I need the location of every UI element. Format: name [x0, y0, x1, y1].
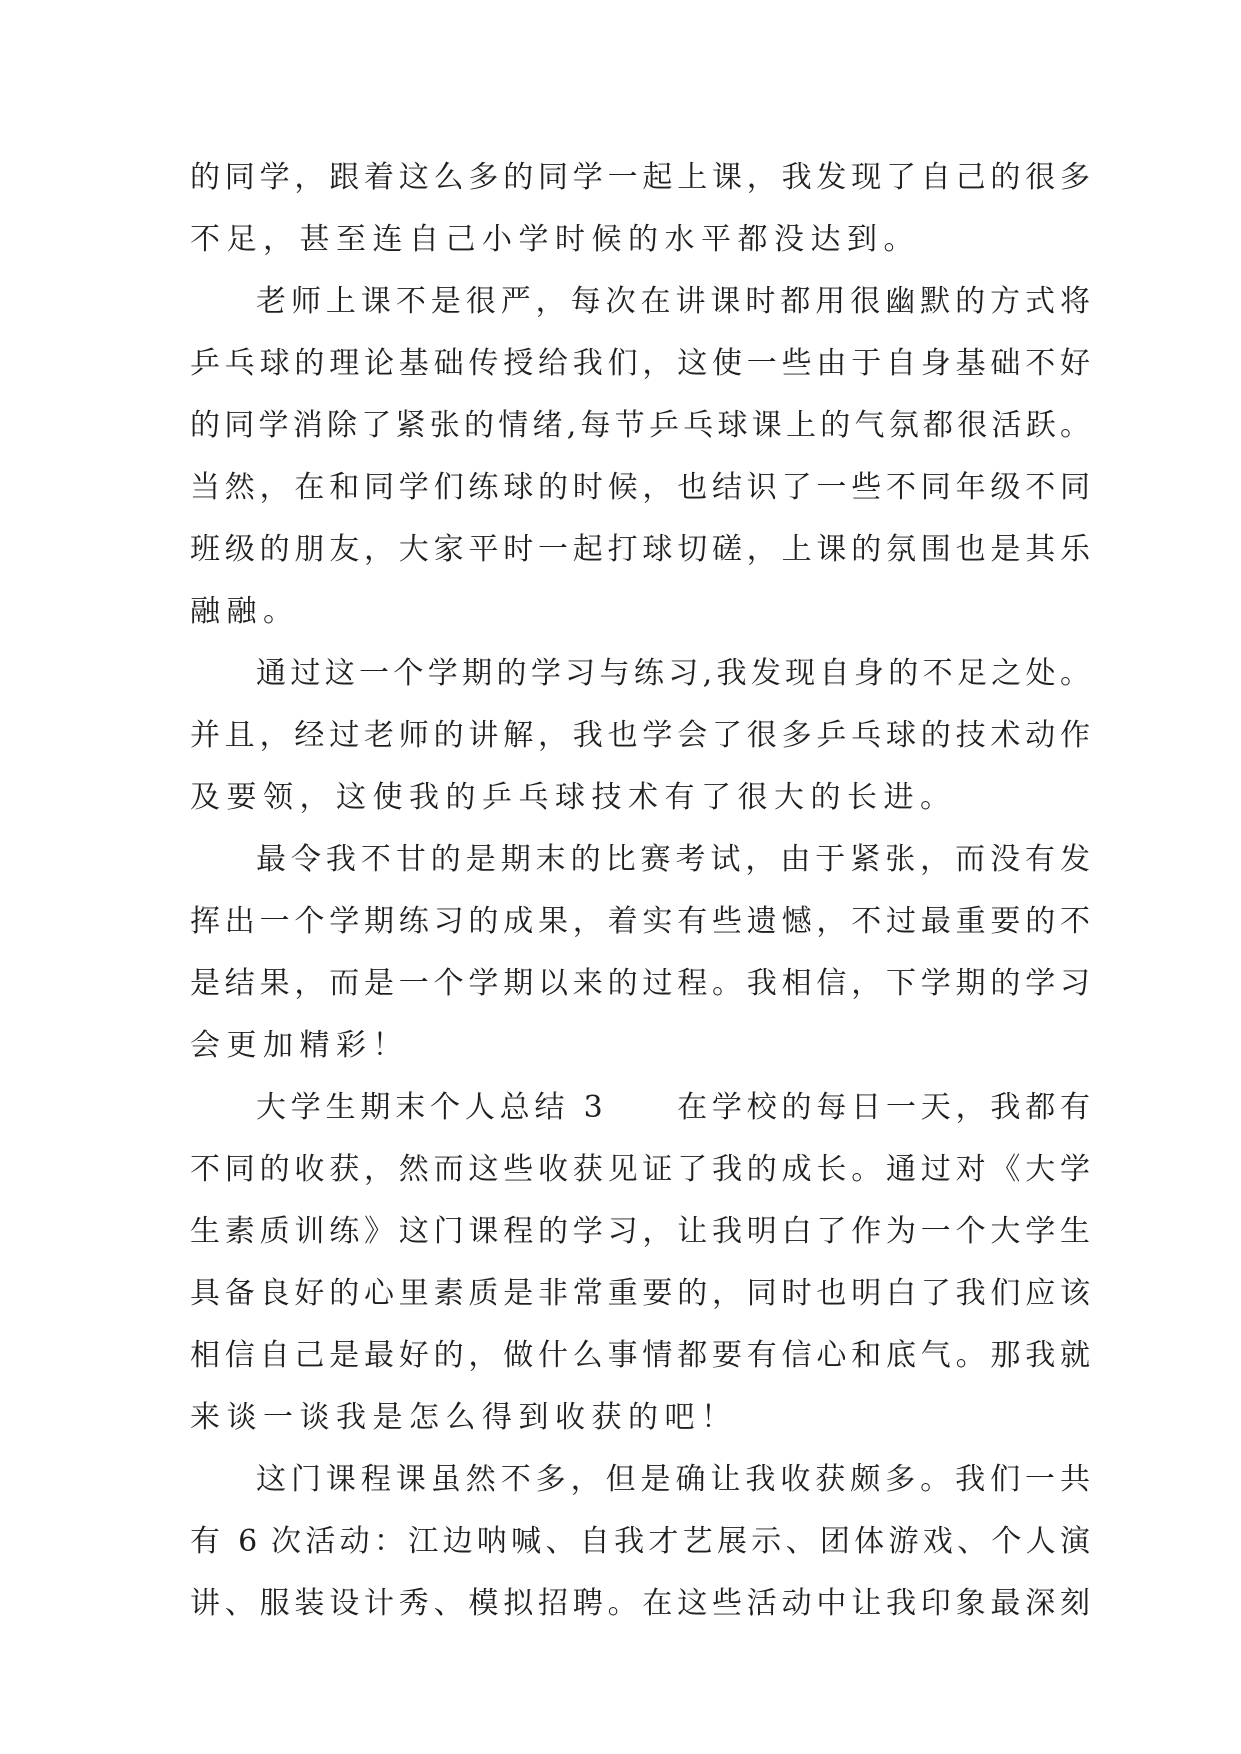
- text-line: 具备良好的心里素质是非常重要的，同时也明白了我们应该: [190, 1276, 1090, 1311]
- text-line: 及要领，这使我的乒乓球技术有了很大的长进。: [190, 780, 957, 815]
- text-line: 的同学消除了紧张的情绪,每节乒乓球课上的气氛都很活跃。: [190, 408, 1090, 443]
- text-line: 相信自己是最好的，做什么事情都要有信心和底气。那我就: [190, 1338, 1090, 1373]
- text-line: 的同学，跟着这么多的同学一起上课，我发现了自己的很多: [190, 160, 1090, 195]
- paragraph-first-line: 这门课程课虽然不多，但是确让我收获颇多。我们一共: [256, 1462, 1090, 1497]
- text-line: 来谈一谈我是怎么得到收获的吧！: [190, 1400, 738, 1435]
- text-line: 生素质训练》这门课程的学习，让我明白了作为一个大学生: [190, 1214, 1090, 1249]
- text-line: 并且，经过老师的讲解，我也学会了很多乒乓球的技术动作: [190, 718, 1090, 753]
- paragraph-first-line: 老师上课不是很严，每次在讲课时都用很幽默的方式将: [256, 284, 1090, 319]
- paragraph-first-line: 大学生期末个人总结 3 在学校的每日一天，我都有: [256, 1090, 1090, 1125]
- text-line: 不足，甚至连自己小学时候的水平都没达到。: [190, 222, 920, 257]
- text-line: 讲、服装设计秀、模拟招聘。在这些活动中让我印象最深刻: [190, 1586, 1090, 1621]
- paragraph-first-line: 最令我不甘的是期末的比赛考试，由于紧张，而没有发: [256, 842, 1090, 877]
- text-line: 当然，在和同学们练球的时候，也结识了一些不同年级不同: [190, 470, 1090, 505]
- text-line: 班级的朋友，大家平时一起打球切磋，上课的氛围也是其乐: [190, 532, 1090, 567]
- text-line: 是结果，而是一个学期以来的过程。我相信，下学期的学习: [190, 966, 1090, 1001]
- text-line: 有 6 次活动：江边呐喊、自我才艺展示、团体游戏、个人演: [190, 1524, 1090, 1559]
- text-line: 乒乓球的理论基础传授给我们，这使一些由于自身基础不好: [190, 346, 1090, 381]
- text-line: 会更加精彩！: [190, 1028, 409, 1063]
- text-line: 不同的收获，然而这些收获见证了我的成长。通过对《大学: [190, 1152, 1090, 1187]
- text-line: 挥出一个学期练习的成果，着实有些遗憾，不过最重要的不: [190, 904, 1090, 939]
- text-line: 融融。: [190, 594, 300, 629]
- paragraph-first-line: 通过这一个学期的学习与练习,我发现自身的不足之处。: [256, 656, 1090, 691]
